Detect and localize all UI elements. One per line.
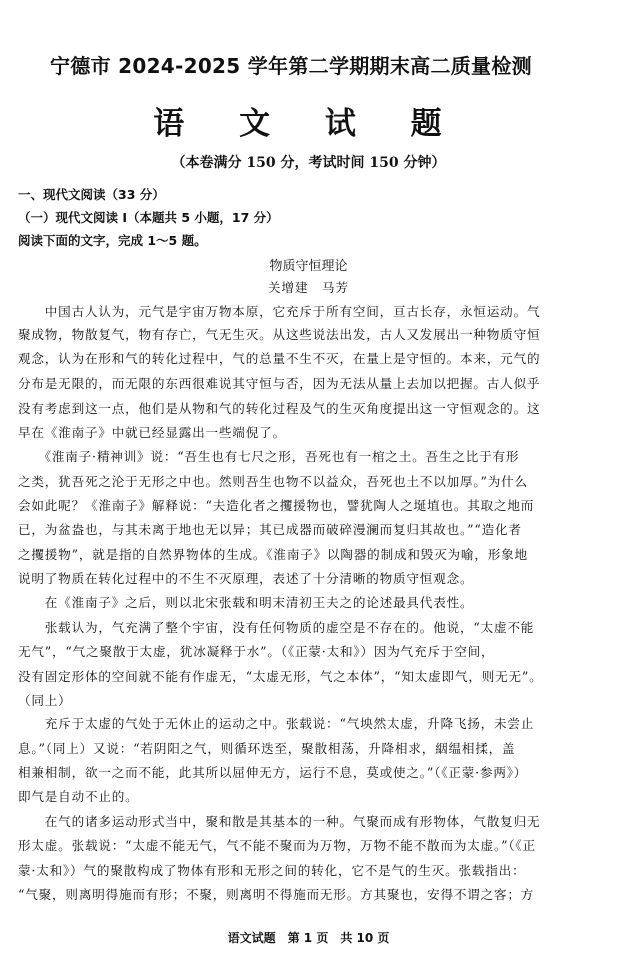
article-line: 在《淮南子》之后，则以北宋张载和明末清初王夫之的论述最具代表性。 [18, 595, 474, 610]
article-line: 聚成物，物散复气，物有存亡，气无生灭。从这些说法出发，古人又发展出一种物质守恒 [18, 327, 541, 342]
article-line: （同上） [18, 693, 72, 708]
page-footer: 语文试题 第 1 页 共 10 页 [227, 931, 390, 945]
article-title: 物质守恒理论 [269, 259, 348, 274]
article-line: 之类，犹吾死之沦于无形之中也。然则吾生也物不以益众，吾死也土不以加厚。”为什么 [18, 474, 528, 489]
article-line: 会如此呢？《淮南子》解释说：“夫造化者之攫援物也，譬犹陶人之埏埴也。其取之地而 [18, 498, 535, 513]
article-line: 《淮南子·精神训》说：“吾生也有七尺之形，吾死也有一棺之土。吾生之比于有形 [18, 449, 520, 464]
article-line: 没有固定形体的空间就不能有作虚无，“太虚无形，气之本体”，“知太虚即气，则无无”。 [18, 669, 543, 684]
reading-instruction: 阅读下面的文字，完成 1～5 题。 [18, 233, 207, 248]
article-authors: 关增建 马芳 [267, 280, 349, 295]
exam-info: （本卷满分 150 分，考试时间 150 分钟） [171, 155, 446, 171]
article-line: 分布是无限的，而无限的东西很难说其守恒与否，因为无法从量上去加以把握。古人似乎 [18, 376, 541, 391]
article-line: 即气是自动不止的。 [18, 789, 139, 804]
article-line: 说明了物质在转化过程中的不生不灭原理，表述了十分清晰的物质守恒观念。 [18, 571, 474, 586]
article-line: 息。”（同上）又说：“若阴阳之气，则循环迭至，聚散相荡，升降相求，絪缊相揉，盖 [18, 741, 516, 756]
exam-title: 宁德市 2024-2025 学年第二学期期末高二质量检测 [50, 54, 532, 78]
article-line: 已，为盆盎也，与其未离于地也无以异；其已成器而破碎漫澜而复归其故也。”“造化者 [18, 522, 522, 537]
article-line: 充斥于太虚的气处于无休止的运动之中。张载说：“气坱然太虚，升降飞扬，未尝止 [18, 716, 535, 731]
article-line: 之攫援物”，就是指的自然界物体的生成。《淮南子》以陶器的制成和毁灭为喻，形象地 [18, 547, 528, 562]
article-line: “气聚，则离明得施而有形；不聚，则离明不得施而无形。方其聚也，安得不谓之客；方 [18, 887, 535, 902]
article-line: 无气”，“气之聚散于太虚，犹冰凝释于水”。（《正蒙·太和》）因为气充斥于空间， [18, 644, 495, 659]
article-line: 形太虚。张载说：“太虚不能无气，气不能不聚而为万物，万物不能不散而为太虚。”（《正 [18, 838, 536, 853]
sub-section-heading: （一）现代文阅读 I（本题共 5 小题，17 分） [18, 210, 279, 225]
section-heading: 一、现代文阅读（33 分） [18, 187, 165, 202]
subject-title: 语 文 试 题 [153, 106, 464, 142]
article-line: 观念，认为在形和气的转化过程中，气的总量不生不灭，在量上是守恒的。本来，元气的 [18, 351, 541, 366]
article-line: 张载认为，气充满了整个宇宙，没有任何物质的虚空是不存在的。他说，“太虚不能 [18, 620, 535, 635]
article-line: 蒙·太和》）气的聚散构成了物体有形和无形之间的转化，它不是气的生灭。张载指出： [18, 863, 526, 878]
article-line: 相兼相制，欲一之而不能，此其所以屈伸无方，运行不息，莫或使之。”（《正蒙·参两》） [18, 765, 528, 780]
article-line: 没有考虑到这一点，他们是从物和气的转化过程及气的生灭角度提出这一守恒观念的。这 [18, 401, 541, 416]
article-line: 早在《淮南子》中就已经显露出一些端倪了。 [18, 425, 286, 440]
article-line: 中国古人认为，元气是宇宙万物本原，它充斥于所有空间，亘古长存，永恒运动。气 [18, 304, 541, 319]
article-line: 在气的诸多运动形式当中，聚和散是其基本的一种。气聚而成有形物体，气散复归无 [18, 814, 541, 829]
